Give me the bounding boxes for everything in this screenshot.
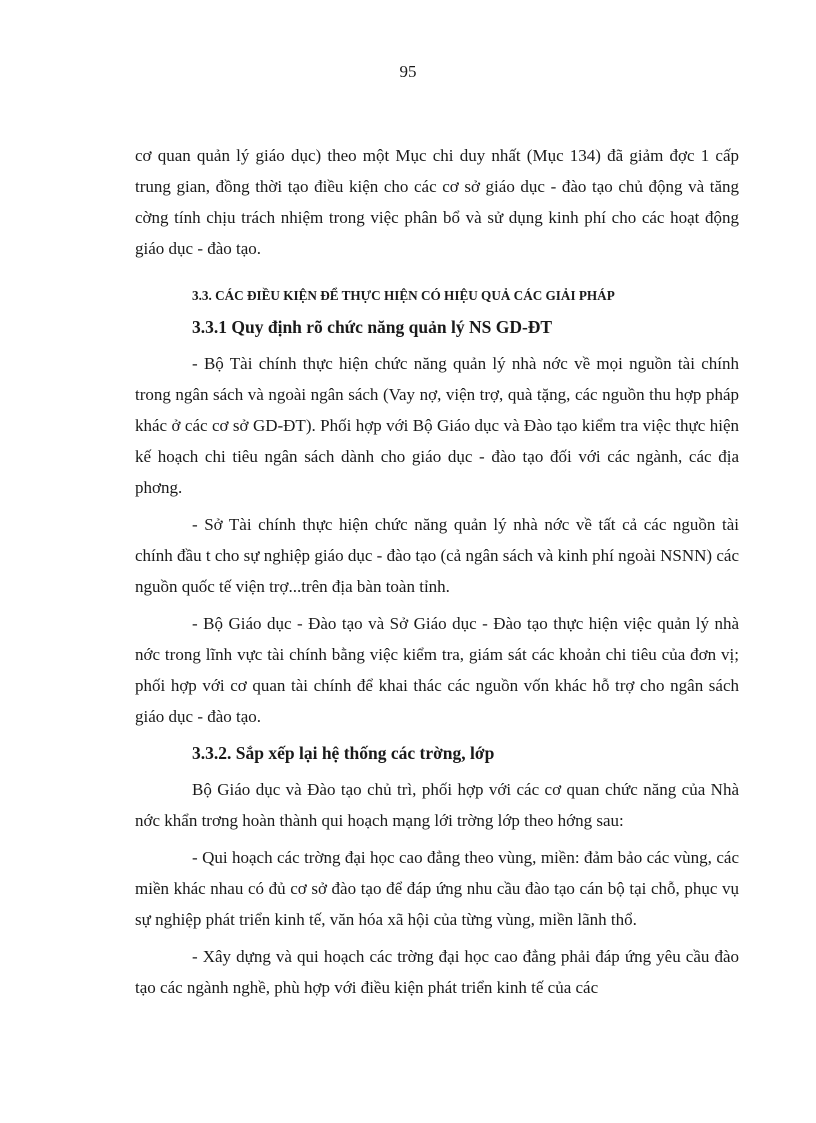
section-heading-3-3: 3.3. CÁC ĐIỀU KIỆN ĐỂ THỰC HIỆN CÓ HIỆU QUẢ CÁC GIẢI PHÁP [192, 288, 615, 303]
paragraph-school-network: Bộ Giáo dục và Đào tạo chủ trì, phối hợp với các cơ quan chức năng của Nhà nớc khẩn trơng hoàn thành qui hoạch mạng lới trờng lớp theo hớng sau: [135, 780, 739, 830]
page-number: 95 [399, 62, 417, 81]
subheading-3-3-1: 3.3.1 Quy định rõ chức năng quản lý NS GD-ĐT [192, 317, 553, 337]
document-body [135, 140, 739, 1003]
paragraph-dept-finance: - Sở Tài chính thực hiện chức năng quản lý nhà nớc về tất cả các nguồn tài chính đầu t cho sự nghiệp giáo dục - đào tạo (cả ngân sách và kinh phí ngoài NSNN) các nguồn quốc tế viện trợ...trên địa bàn toàn tỉnh. [135, 515, 739, 596]
subheading-3-3-2: 3.3.2. Sắp xếp lại hệ thống các trờng, lớp [192, 743, 495, 763]
paragraph-ministry-education: - Bộ Giáo dục - Đào tạo và Sở Giáo dục - Đào tạo thực hiện việc quản lý nhà nớc trong lĩnh vực tài chính bằng việc kiểm tra, giám sát các khoản chi tiêu của đơn vị; phối hợp với cơ quan tài chính để khai thác các nguồn vốn khác hỗ trợ cho ngân sách giáo dục - đào tạo. [135, 614, 739, 726]
paragraph-university-planning: - Qui hoạch các trờng đại học cao đẳng theo vùng, miền: đảm bảo các vùng, các miền khác nhau có đủ cơ sở đào tạo để đáp ứng nhu cầu đào tạo cán bộ tại chỗ, phục vụ sự nghiệp phát triển kinh tế, văn hóa xã hội của từng vùng, miền lãnh thổ. [135, 848, 739, 929]
paragraph-continuation: cơ quan quản lý giáo dục) theo một Mục chi duy nhất (Mục 134) đã giảm đợc 1 cấp trung gian, đồng thời tạo điều kiện cho các cơ sở giáo dục - đào tạo chủ động và tăng cờng tính chịu trách nhiệm trong việc phân bổ và sử dụng kinh phí cho các hoạt động giáo dục - đào tạo. [135, 146, 739, 258]
paragraph-training-requirements: - Xây dựng và qui hoạch các trờng đại học cao đẳng phải đáp ứng yêu cầu đào tạo các ngành nghề, phù hợp với điều kiện phát triển kinh tế của các [135, 947, 739, 997]
paragraph-ministry-finance: - Bộ Tài chính thực hiện chức năng quản lý nhà nớc về mọi nguồn tài chính trong ngân sách và ngoài ngân sách (Vay nợ, viện trợ, quà tặng, các nguồn thu hợp pháp khác ở các cơ sở GD-ĐT). Phối hợp với Bộ Giáo dục và Đào tạo kiểm tra việc thực hiện kế hoạch chi tiêu ngân sách dành cho giáo dục - đào tạo đối với các ngành, các địa phơng. [135, 354, 739, 497]
